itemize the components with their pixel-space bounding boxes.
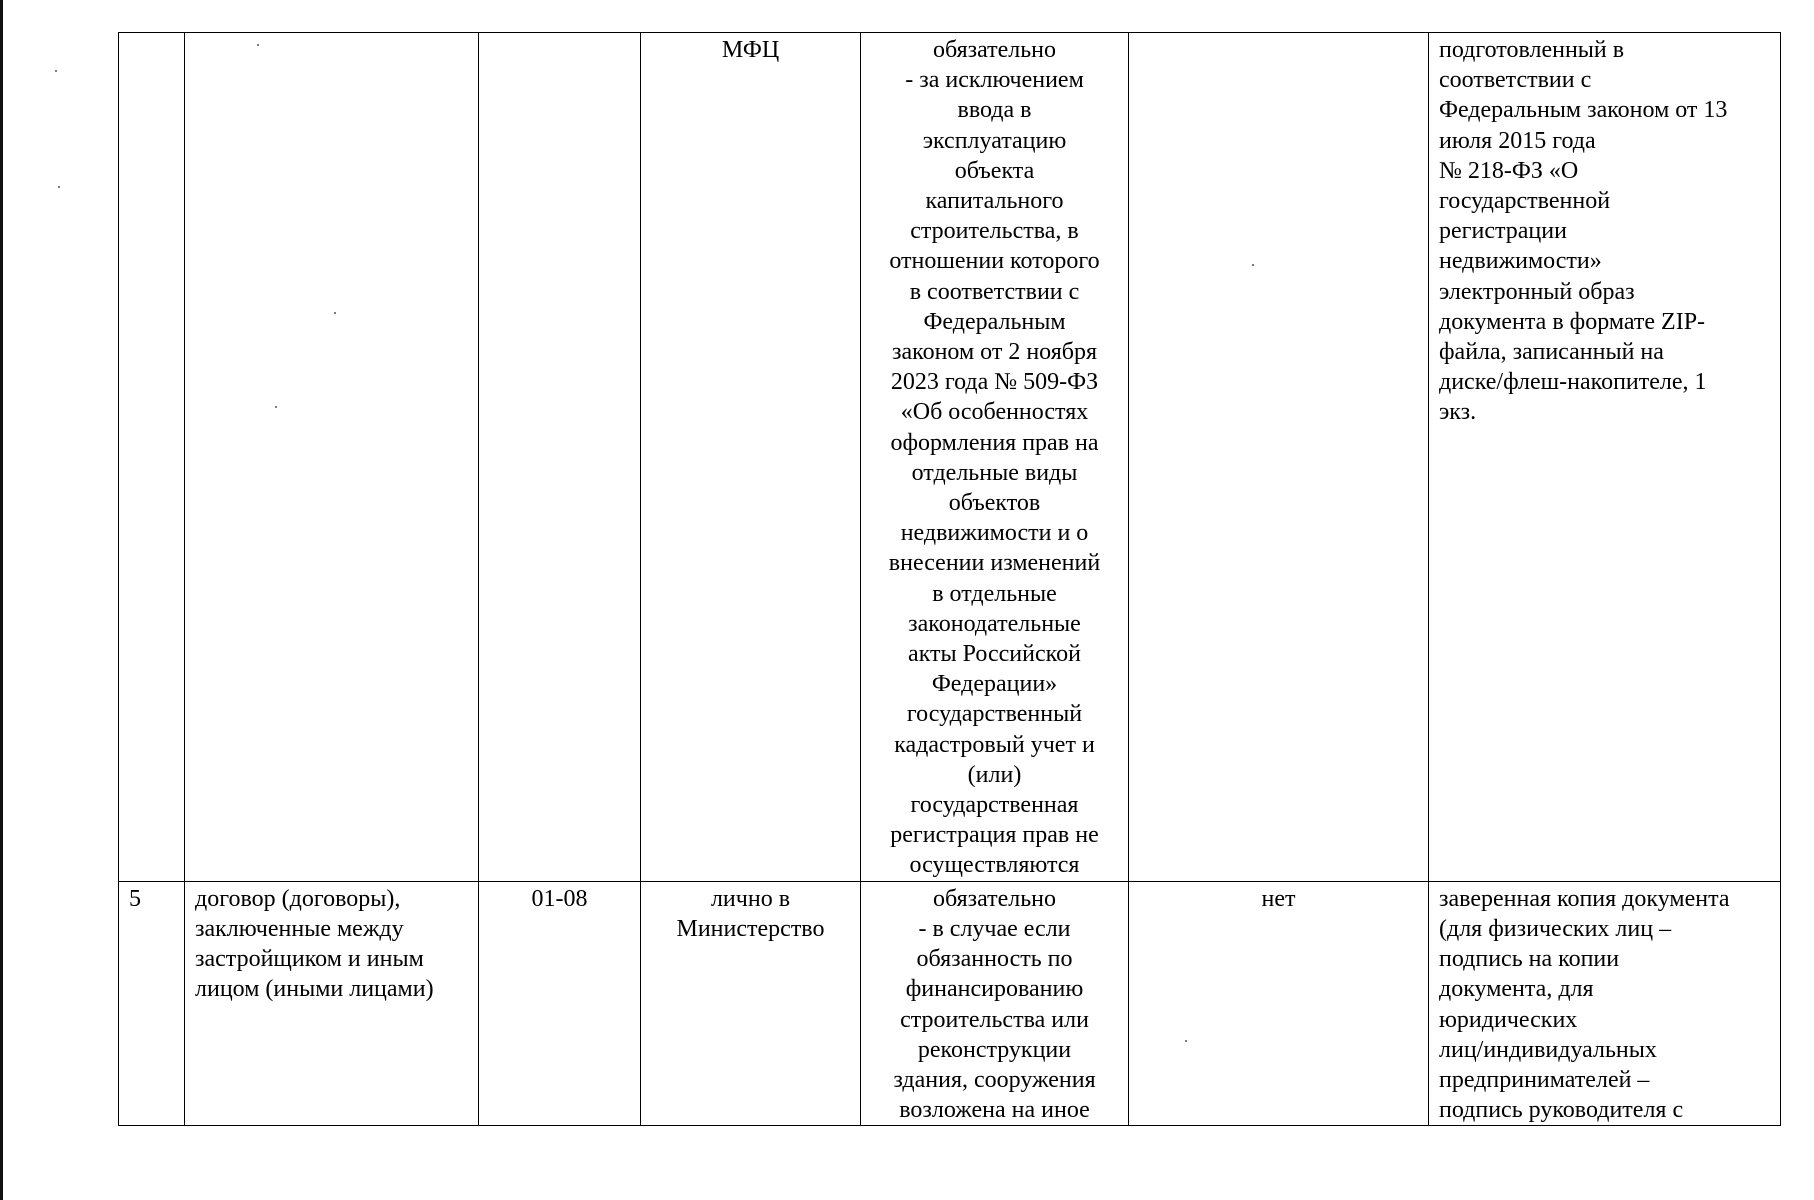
scan-speck bbox=[58, 186, 60, 188]
interdepartmental-cell: нет bbox=[1129, 881, 1429, 1126]
table-row bbox=[119, 33, 1781, 882]
table-row bbox=[119, 881, 1781, 1126]
page-edge-rule bbox=[0, 0, 3, 1200]
row-number-cell: 5 bbox=[119, 881, 185, 1126]
requirements-cell: подготовленный в соответствии с Федеральным законом от 13 июля 2015 года № 218-ФЗ «О государственной регистрации недвижимости» электронный образ документа в формате ZIP- файла, записанный на диске/флеш-накопителе, 1 экз. bbox=[1429, 33, 1781, 882]
interdepartmental-cell bbox=[1129, 33, 1429, 882]
condition-cell: обязательно - за исключением ввода в эксплуатацию объекта капитального строительства, в отношении которого в соответствии с Федеральным законом от 2 ноября 2023 года № 509-ФЗ «Об особенностях оформления прав на отдельные виды объектов недвижимости и о внесении изменений в отдельные законодательные акты Российской Федерации» государственный кадастровый учет и (или) государственная регистрация прав не осуществляются bbox=[861, 33, 1129, 882]
condition-cell: обязательно - в случае если обязанность по финансированию строительства или реконструкции здания, сооружения возложена на иное bbox=[861, 881, 1129, 1126]
scan-speck bbox=[55, 70, 57, 72]
document-code-cell: 01-08 bbox=[479, 881, 641, 1126]
submission-method-cell: лично в Министерство bbox=[641, 881, 861, 1126]
submission-method-cell: МФЦ bbox=[641, 33, 861, 882]
row-number-cell bbox=[119, 33, 185, 882]
requirements-cell: заверенная копия документа (для физических лиц – подпись на копии документа, для юридических лиц/индивидуальных предпринимателей – подпись руководителя с bbox=[1429, 881, 1781, 1126]
document-code-cell bbox=[479, 33, 641, 882]
document-name-cell bbox=[185, 33, 479, 882]
requirements-table bbox=[118, 32, 1781, 1126]
document-name-cell: договор (договоры), заключенные между застройщиком и иным лицом (иными лицами) bbox=[185, 881, 479, 1126]
